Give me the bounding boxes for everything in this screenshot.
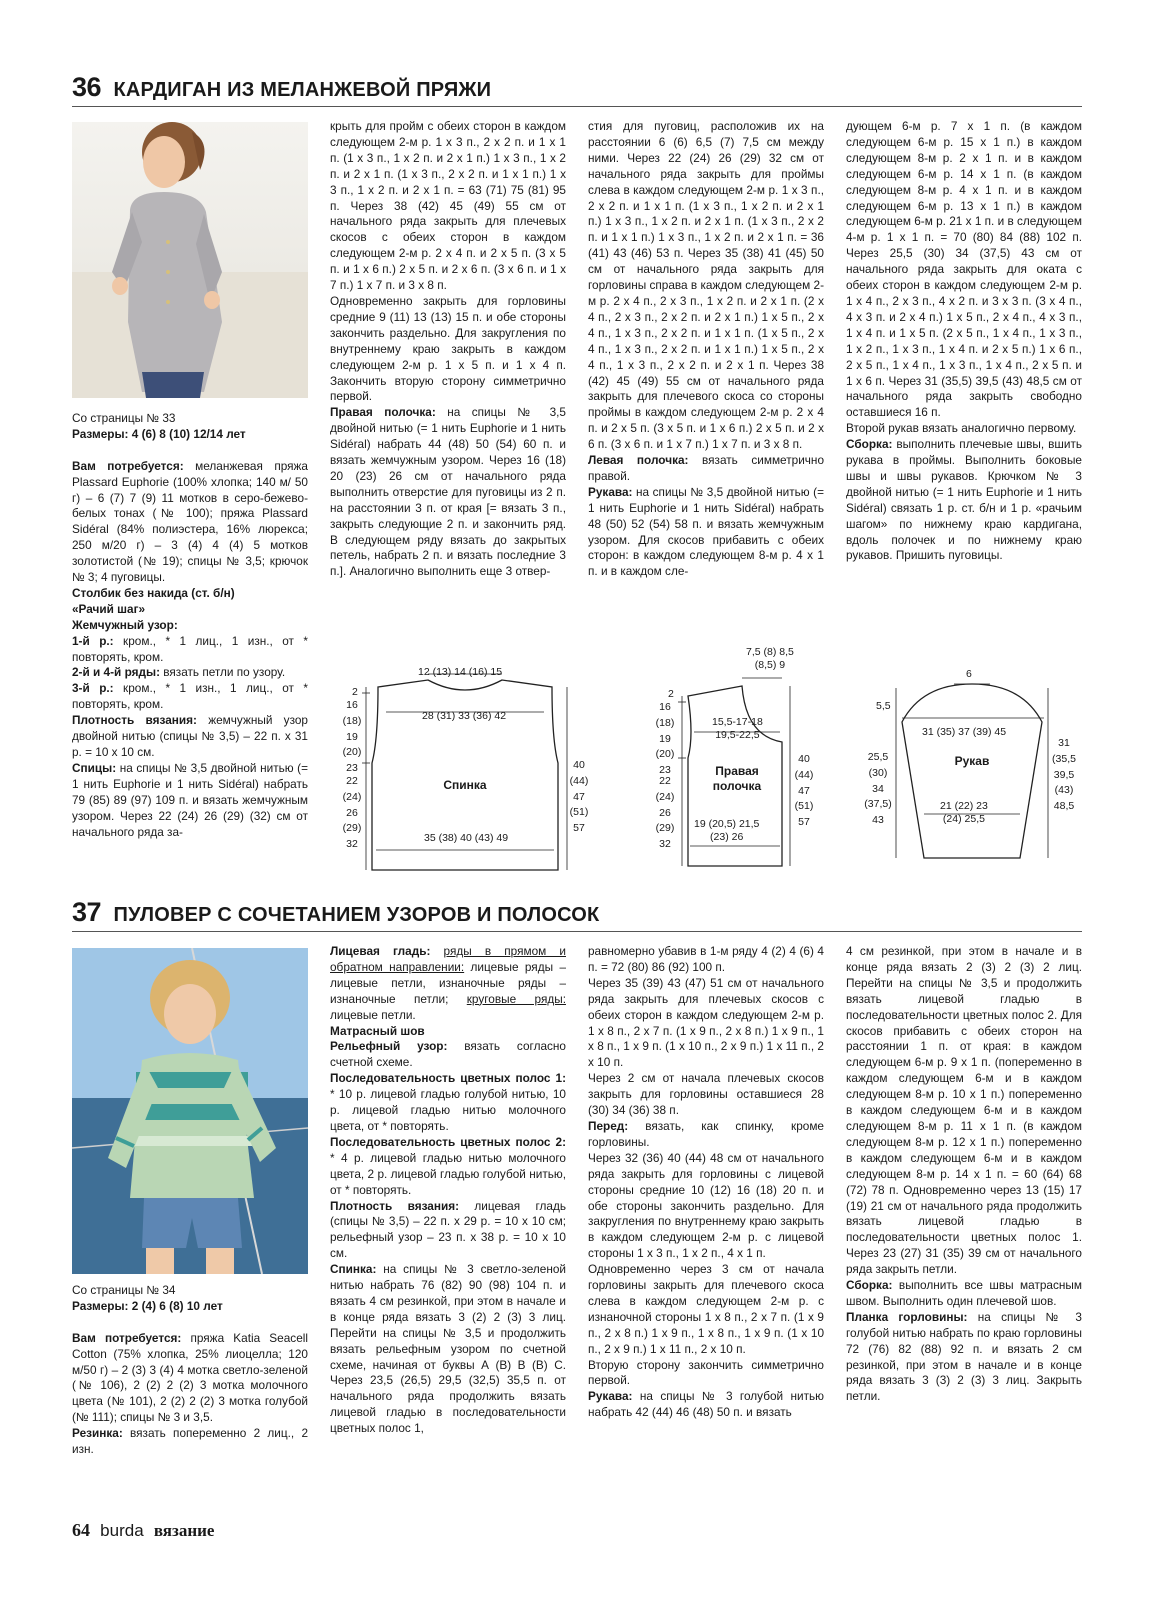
- gauge: Плотность вязания: жемчужный узор двойной нитью (спицы № 3,5) – 22 п. х 31 р. = 10 х 10 см.: [72, 713, 308, 760]
- source-page: Со страницы № 34: [72, 1283, 176, 1297]
- section-36-column-4: [846, 119, 1082, 634]
- sizes: Размеры: 4 (6) 8 (10) 12/14 лет: [72, 426, 246, 441]
- back-body-height: 22 (24) 26 (29) 32: [342, 775, 362, 851]
- pullover-photo-illustration: [72, 948, 308, 1274]
- sleeve-bottom-width: 21 (22) 23 (24) 25,5: [940, 800, 988, 825]
- sleeve-shaping: 4 см резинкой, при этом в начале и в конце ряда вязать 2 (3) 2 (3) 2 лиц. Перейти на спицы № 3,5 и продолжить вязать лицевой гладью в последовательности цветных полос 2. Для скосов прибавить с обеих сторон на расстоянии 1 п. от края: в каждом следующем 6-м р. 9 х 1 п. (попеременно в каждом следующем 6-м и в каждом следующем 8-м р. 10 х 1 п.) попеременно в каждом следующем 6-м и в каждом следующем 8-м р. 11 х 1 п. (в каждом следующем 8-м р. 12 х 1 п.) попеременно в каждом следующем 6-м и в каждом следующем 8-м р. 14 х 1 п. = 60 (64) 68 (72) 78 п. Одновременно через 13 (15) 17 (19) 21 см от начального ряда продолжить вязать лицевой гладью в последовательности цветных полос 1. Через 23 (27) 31 (35) 39 см от начального ряда закрыть петли.: [846, 944, 1082, 1277]
- back-shoulder-width: 28 (31) 33 (36) 42: [422, 710, 507, 722]
- sleeves: Рукава: на спицы № 3,5 двойной нитью (= 1 нить Euphorie и 1 нить Sidéral) набрать 48 (50) 52 (54) 58 п. и вязать жемчужным узором. Для скосов прибавить с обеих сторон: в каждом следующем 8-м р. 4 х 1 п. и в каждом сле-: [588, 484, 824, 579]
- magazine-name: вязание: [153, 1521, 215, 1540]
- row-2-4: 2-й и 4-й ряды: вязать петли по узору.: [72, 665, 286, 680]
- pearl-pattern-label: Жемчужный узор:: [72, 617, 178, 632]
- section-37-header: [72, 897, 1082, 932]
- back-armhole: крыть для пройм с обеих сторон в каждом следующем 2-м р. 1 х 3 п., 2 х 2 п. и 1 х 1 п. (1 х 3 п., 1 х 2 п. и 2 х 1 п.) 1 х 3 п., 1 х 2 п. и 2 х 1 п. (1 х 3 п., 2 х 2 п. и 1 х 1 п.) 1 х 3 п., 1 х 2 п. и 2 х 1 п. = 63 (71) 75 (81) 95 п. Через 38 (42) 45 (49) 55 см от начального ряда закрыть для плечевых скосов с обеих сторон в каждом следующем 2-м р. 2 х 4 п. и 2 х 5 п. (3 х 5 п. и 1 х 6 п.) 2 х 5 п. и 2 х 6 п. (3 х 6 п. и 1 х 7 п.) 1 х 7 п. и 3 х 8 п.: [330, 119, 566, 293]
- section-37-number: 37: [72, 897, 102, 927]
- mattress-stitch: Матрасный шов: [330, 1023, 425, 1038]
- front-total-height: 40 (44) 47 (51) 57: [794, 753, 814, 829]
- section-36-column-1: [72, 411, 308, 873]
- section-37-column-4: [846, 944, 1082, 1484]
- back-neck: Одновременно закрыть для горловины средние 9 (11) 13 (13) 15 п. и обе стороны закончить раздельно. Для закругления по внутреннему краю закрыть в каждом следующем 2-м р. 1 х 5 п. и 1 х 4 п. Закончить вторую сторону симметрично первой.: [330, 293, 566, 404]
- front-shoulder-drop: 2: [668, 688, 674, 700]
- gauge: Плотность вязания: лицевая гладь (спицы № 3,5) – 22 п. х 29 р. = 10 х 10 см; рельефный узор – 23 п. х 38 р. = 10 х 10 см.: [330, 1198, 566, 1261]
- stockinette: Лицевая гладь: ряды в прямом и обратном направлении: лицевые ряды – лицевые петли, изнаночные ряды – изнаночные петли; круговые ряды: лицевые петли.: [330, 944, 566, 1022]
- back-start: Спицы: на спицы № 3,5 двойной нитью (= 1 нить Euphorie и 1 нить Sidéral) набрать 79 (85) 89 (97) 109 п. и вязать жемчужным узором. Через 22 (24) 26 (29) (32) см от начального ряда за-: [72, 760, 308, 839]
- left-front: Левая полочка: вязать симметрично правой.: [588, 453, 824, 483]
- sizes: Размеры: 2 (4) 6 (8) 10 лет: [72, 1298, 223, 1313]
- page-footer: [72, 1520, 214, 1541]
- stitch-crab: «Рачий шаг»: [72, 601, 146, 616]
- right-front: Правая полочка: на спицы № 3,5 двойной нитью (= 1 нить Euphorie и 1 нить Sidéral) набрать 44 (48) 50 (54) 60 п. и вязать жемчужным узором. Через 16 (18) 20 (23) 26 см от начального ряда выполнить отверстие для пуговицы из 2 п. на расстоянии 3 п. от края [= вязать 3 п., закрыть следующие 2 п. и закончить ряд. В следующем ряду вязать до закрытых петель, набрать 2 п. и вязать последние 3 п.]. Аналогично выполнить еще 3 отвер-: [330, 405, 566, 579]
- sleeve-top-width: 6: [966, 668, 972, 680]
- front-body-height: 22 (24) 26 (29) 32: [655, 775, 675, 851]
- sleeve-length-left: 25,5 (30) 34 (37,5) 43: [864, 751, 892, 827]
- brand-name: burda: [100, 1521, 144, 1540]
- sleeve-width: 31 (35) 37 (39) 45: [922, 726, 1007, 738]
- section-36-number: 36: [72, 72, 102, 102]
- sleeve-shaping: дующем 6-м р. 7 х 1 п. (в каждом следующем 6-м р. 15 х 1 п.) в каждом следующем 8-м р. 2 х 1 п. и в каждом следующем 6-м р. 14 х 1 п. (в каждом следующем 8-м р. 4 х 1 п. и в каждом следующем 6-м р. 13 х 1 п.) в каждом следующем 6-м р. 21 х 1 п. и в следующем 4-м р. 1 х 1 п. = 70 (80) 84 (88) 102 п. Через 25,5 (30) 34 (37,5) 43 см от начального ряда закрыть для оката с обеих сторон в каждом следующем 2-м р. 1 х 4 п., 2 х 3 п., 4 х 2 п. и 3 х 3 п. (3 х 4 п., 4 х 3 п. и 2 х 4 п.) 1 х 5 п., 2 х 4 п., 4 х 3 п., 1 х 4 п. и 1 х 5 п. (2 х 5 п., 1 х 4 п., 1 х 3 п., 1 х 2 п., 1 х 3 п., 1 х 4 п. и 2 х 5 п.) 1 х 6 п., 2 х 5 п., 1 х 4 п., 1 х 3 п., 1 х 4 п., 2 х 5 п. и 1 х 6 п. Через 31 (35,5) 39,5 (43) 48,5 см от начального ряда закрыть свободно оставшиеся 16 п.: [846, 119, 1082, 420]
- front-label: Правая полочка: [712, 764, 762, 793]
- cardigan-photo: [72, 122, 308, 398]
- sleeve-length-right: 31 (35,5 39,5 (43) 48,5: [1052, 737, 1076, 813]
- sleeves: Рукава: на спицы № 3 голубой нитью набрать 42 (44) 46 (48) 50 п. и вязать: [588, 1389, 824, 1420]
- decrease: равномерно убавив в 1-м ряду 4 (2) 4 (6) 4 п. = 72 (80) 86 (92) 100 п.: [588, 944, 824, 974]
- section-36-column-2: [330, 119, 566, 634]
- row-3: 3-й р.: кром., * 1 изн., 1 лиц., от * повторять, кром.: [72, 681, 308, 712]
- back-total-height: 40 (44) 47 (51) 57: [569, 759, 589, 835]
- materials: Вам потребуется: пряжа Katia Seacell Cotton (75% хлопка, 25% лиоцелла; 120 м/50 г) – 2 (3) 3 (4) 4 мотка светло-зеленой (№ 106), 2 (2) 2 (2) 3 мотка молочного цвета (№ 101), 2 (2) 2 (2) 3 мотка голубой (№ 111); спицы № 3 и 3,5.: [72, 1330, 308, 1425]
- stitch-sc: Столбик без накида (ст. б/н): [72, 585, 235, 600]
- row-1: 1-й р.: кром., * 1 лиц., 1 изн., от * повторять, кром.: [72, 633, 308, 664]
- rib: Резинка: вязать попеременно 2 лиц., 2 изн.: [72, 1426, 308, 1457]
- section-36-header: [72, 72, 1082, 107]
- section-36-title: КАРДИГАН ИЗ МЕЛАНЖЕВОЙ ПРЯЖИ: [113, 79, 492, 101]
- relief-pattern: Рельефный узор: вязать согласно счетной схеме.: [330, 1039, 566, 1070]
- sleeve-label: Рукав: [954, 754, 990, 768]
- front-neck-width: 7,5 (8) 8,5 (8,5) 9: [746, 646, 794, 671]
- back-shoulder-drop: 2: [352, 686, 358, 698]
- front-armhole-height: 16 (18) 19 (20) 23: [655, 701, 675, 777]
- page-number: 64: [72, 1520, 90, 1540]
- stripe-seq-1: Последовательность цветных полос 1: * 10 р. лицевой гладью голубой нитью, 10 р. лицевой гладью нитью молочного цвета, от * повторять.: [330, 1071, 566, 1133]
- sleeve-cap-height: 5,5: [876, 700, 891, 712]
- back-label: Спинка: [443, 778, 487, 792]
- back: Спинка: на спицы № 3 светло-зеленой нитью набрать 76 (82) 90 (98) 104 п. и вязать 4 см резинкой, при этом в начале и в конце ряда вязать 3 (2) 2 (3) 3 лиц. Перейти на спицы № 3,5 и продолжить вязать рельефным узором по счетной схеме, начиная от буквы А (B) В (B) С. Через 23,5 (26,5) 29,5 (32,5) 35,5 п. от начального ряда продолжить вязать лицевой гладью в последовательности цветных полос 1,: [330, 1262, 566, 1436]
- back-bottom-width: 35 (38) 40 (43) 49: [424, 832, 509, 844]
- front-diagram: [650, 646, 830, 871]
- front-shoulder: Одновременно через 3 см от начала горловины закрыть для плечевого скоса слева в каждом следующем 2-м р. с изнаночной стороны 1 х 8 п., 2 х 7 п. (1 х 9 п., 2 х 8 п.) 1 х 9 п., 1 х 8 п., 1 х 9 п. (1 х 10 п., 2 х 9 п.) 1 х 11 п., 2 х 10 п.: [588, 1262, 824, 1356]
- front-shoulder-width: 15,5-17-18 19,5-22,5: [712, 716, 763, 741]
- second-sleeve: Второй рукав вязать аналогично первому.: [846, 421, 1077, 436]
- assembly: Сборка: выполнить все швы матрасным швом. Выполнить один плечевой шов.: [846, 1278, 1082, 1308]
- front-symmetric: Вторую сторону закончить симметрично первой.: [588, 1357, 824, 1388]
- front-neck: Через 32 (36) 40 (44) 48 см от начального ряда закрыть для горловины с лицевой стороны средние 10 (12) 16 (18) 20 п. и обе стороны закончить раздельно. Для закругления по внутреннему краю закрыть в каждом следующем 2-м р. с лицевой стороны 1 х 3 п., 1 х 2 п., 4 х 1 п.: [588, 1150, 824, 1261]
- back-diagram: [340, 660, 590, 875]
- section-36-column-3: [588, 119, 824, 634]
- neck-bind: Через 2 см от начала плечевых скосов закрыть для горловины оставшиеся 28 (30) 34 (36) 38 п.: [588, 1071, 824, 1118]
- shoulder-bind: Через 35 (39) 43 (47) 51 см от начального ряда закрыть для плечевых скосов с обеих сторон в каждом следующем 2-м р. 1 х 8 п., 2 х 7 п. (1 х 9 п., 2 х 8 п.) 1 х 9 п., 1 х 8 п., 1 х 9 п. (1 х 10 п., 2 х 9 п.) 1 х 11 п., 2 х 10 п.: [588, 975, 824, 1070]
- section-37-title: ПУЛОВЕР С СОЧЕТАНИЕМ УЗОРОВ И ПОЛОСОК: [113, 904, 600, 926]
- front-bottom-width: 19 (20,5) 21,5 (23) 26: [694, 818, 760, 843]
- front: Перед: вязать, как спинку, кроме горловины.: [588, 1118, 824, 1149]
- section-37-column-3: [588, 944, 824, 1484]
- materials: Вам потребуется: меланжевая пряжа Plassard Euphorie (100% хлопка; 140 м/ 50 г) – 6 (7) 7 (9) 11 мотков в серо-бежево-белых тонах (№ 100); пряжа Plassard Sidéral (84% полиэстера, 16% люрекса; 250 м/20 г) – 3 (4) 4 (4) 5 мотков золотистой (№ 19); спицы № 3,5; крючок № 3; 4 пуговицы.: [72, 458, 308, 585]
- back-neck-width: 12 (13) 14 (16) 15: [418, 666, 503, 678]
- front-shaping: стия для пуговиц, расположив их на расстоянии 6 (6) 6,5 (7) 7,5 см между ними. Через 22 (24) 26 (29) 32 см от начального ряда закрыть для проймы слева в каждом следующем 2-м р. 1 х 3 п., 2 х 2 п. и 1 х 1 п. (1 х 3 п., 1 х 2 п. и 2 х 1 п.) 1 х 3 п., 1 х 2 п. и 2 х 1 п. (1 х 3 п., 2 х 2 п. и 1 х 1 п.) 1 х 3 п., 1 х 2 п. и 2 х 1 п. = 36 (41) 43 (46) 53 п. Через 35 (38) 41 (45) 50 см от начального ряда закрыть для горловины справа в каждом следующем 2-м р. 2 х 4 п., 2 х 3 п., 1 х 2 п. и 2 х 1 п. (2 х 4 п., 2 х 3 п., 2 х 2 п. и 2 х 1 п.) 1 х 5 п., 2 х 4 п., 1 х 3 п., 2 х 2 п. и 1 х 1 п. (1 х 5 п., 2 х 4 п., 1 х 3 п., 2 х 2 п. и 1 х 1 п.) 1 х 5 п., 2 х 4 п., 1 х 3 п., 2 х 2 п. и 2 х 1 п. Через 38 (42) 45 (49) 55 см от начального ряда закрыть для плечевого скоса со стороны проймы в каждом следующем 2-м р. 2 х 4 п. и 2 х 5 п. (3 х 5 п. и 1 х 6 п.) 2 х 5 п. и 2 х 6 п. (3 х 6 п. и 1 х 7 п.) 1 х 7 п. и 3 х 8 п.: [588, 119, 824, 452]
- section-37-column-1: [72, 1283, 308, 1483]
- cardigan-photo-illustration: [72, 122, 308, 398]
- neckband: Планка горловины: на спицы № 3 голубой нитью набрать по краю горловины 72 (76) 82 (88) 92 п. и вязать 2 см резинкой, при этом в начале и в конце ряда вязать 3 (3) 2 (3) 3 лиц. Закрыть петли.: [846, 1309, 1082, 1404]
- back-armhole-height: 16 (18) 19 (20) 23: [342, 699, 362, 775]
- stripe-seq-2: Последовательность цветных полос 2: * 4 р. лицевой гладью нитью молочного цвета, 2 р. лицевой гладью голубой нитью, от * повторять.: [330, 1134, 566, 1197]
- pullover-photo: [72, 948, 308, 1274]
- section-37-column-2: [330, 944, 566, 1484]
- assembly: Сборка: выполнить плечевые швы, вшить рукава в проймы. Выполнить боковые швы и швы рукавов. Крючком № 3 двойной нитью (= 1 нить Euphorie и 1 нить Sidéral) связать 1 р. ст. б/н и 1 р. «рачьим шагом» по нижнему краю кардигана, вдоль полочек и по нижнему краю рукавов. Пришить пуговицы.: [846, 437, 1082, 563]
- source-page: Со страницы № 33: [72, 411, 176, 425]
- sleeve-diagram: [862, 662, 1082, 862]
